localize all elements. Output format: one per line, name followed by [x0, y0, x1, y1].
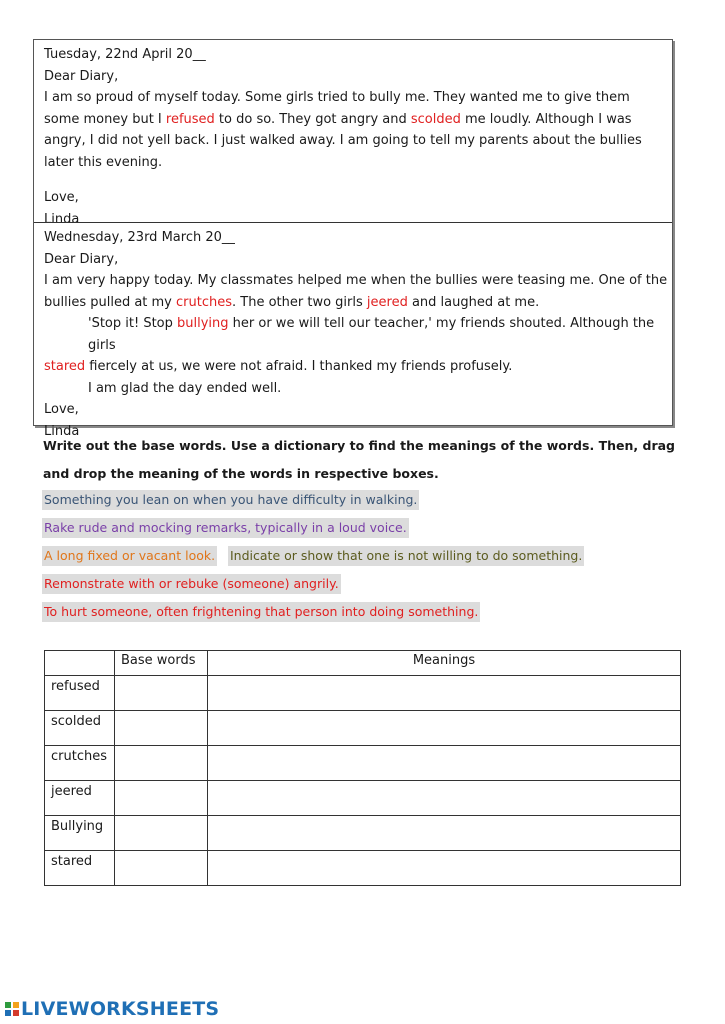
- text-segment: fiercely at us, we were not afraid. I thanked my friends profusely.: [85, 359, 513, 374]
- table-row: [45, 746, 681, 781]
- base-word-input[interactable]: [115, 711, 208, 746]
- text-segment: 'Stop it! Stop: [88, 316, 178, 331]
- meaning-drop-box[interactable]: [208, 711, 681, 746]
- entry-body: [44, 87, 668, 173]
- entry-signature: Linda: [44, 423, 80, 439]
- table-header-row: [45, 651, 681, 676]
- draggable-meaning[interactable]: Remonstrate with or rebuke (someone) angrily.: [42, 574, 341, 594]
- draggable-meaning[interactable]: To hurt someone, often frightening that person into doing something.: [42, 602, 480, 622]
- text-segment: me loudly. Although I was angry, I did not yell back. I just walked away. I am going to tell my parents about the bullies later this evening.: [44, 111, 642, 170]
- meaning-drop-box[interactable]: [208, 676, 681, 711]
- text-segment: I am so proud of myself today. Some girls tried to bully me. They wanted me to give them some money but I: [44, 90, 630, 127]
- draggable-meaning[interactable]: Rake rude and mocking remarks, typically in a loud voice.: [42, 518, 409, 538]
- table-row: [45, 851, 681, 886]
- table-row: [45, 781, 681, 816]
- draggable-meaning[interactable]: A long fixed or vacant look.: [42, 546, 217, 566]
- diary-entry-1: [44, 44, 668, 230]
- highlighted-word: scolded: [410, 111, 461, 127]
- header-cell-meanings: Meanings: [208, 651, 681, 676]
- base-word-input[interactable]: [115, 746, 208, 781]
- liveworksheets-logo-icon: [5, 1002, 19, 1016]
- table-row: [45, 816, 681, 851]
- base-word-input[interactable]: [115, 816, 208, 851]
- highlighted-word: bullying: [177, 316, 229, 331]
- logo-text: LIVEWORKSHEETS: [21, 998, 220, 1020]
- meaning-drop-box[interactable]: [208, 781, 681, 816]
- word-cell: stared: [45, 851, 115, 886]
- entry-closing: Love,: [44, 402, 79, 417]
- base-word-input[interactable]: [115, 676, 208, 711]
- entry-divider: [34, 222, 672, 223]
- text-segment: I am very happy today. My classmates helped me when the bullies were teasing me. One of the bullies pulled at my: [44, 273, 668, 310]
- entry-date: Wednesday, 23rd March 20__: [44, 230, 235, 245]
- diary-box: [33, 39, 673, 439]
- header-cell-blank: [45, 651, 115, 676]
- word-cell: refused: [45, 676, 115, 711]
- entry-paragraph: I am glad the day ended well.: [88, 380, 282, 396]
- word-cell: crutches: [45, 746, 115, 781]
- draggable-meaning[interactable]: Indicate or show that one is not willing to do something.: [228, 546, 584, 566]
- entry-paragraph: [44, 356, 668, 378]
- base-word-input[interactable]: [115, 851, 208, 886]
- text-segment: and laughed at me.: [407, 294, 540, 310]
- entry-greeting: Dear Diary,: [44, 68, 119, 84]
- entry-paragraph: [44, 270, 668, 313]
- word-cell: scolded: [45, 711, 115, 746]
- table-row: [45, 711, 681, 746]
- highlighted-word: jeered: [366, 294, 408, 310]
- answer-table: [44, 650, 681, 886]
- highlighted-word: crutches: [176, 294, 233, 310]
- entry-closing: Love,: [44, 190, 79, 205]
- entry-greeting: Dear Diary,: [44, 251, 119, 267]
- meaning-drop-box[interactable]: [208, 816, 681, 851]
- text-segment: to do so. They got angry and: [214, 111, 411, 127]
- entry-date: Tuesday, 22nd April 20__: [44, 47, 206, 62]
- entry-signature: Linda: [44, 211, 80, 227]
- table-row: [45, 676, 681, 711]
- liveworksheets-logo: [5, 998, 219, 1020]
- word-cell: jeered: [45, 781, 115, 816]
- entry-paragraph: [44, 313, 668, 356]
- highlighted-word: refused: [165, 111, 215, 127]
- base-word-input[interactable]: [115, 781, 208, 816]
- draggable-meaning[interactable]: Something you lean on when you have difficulty in walking.: [42, 490, 419, 510]
- highlighted-word: stared: [44, 359, 86, 374]
- diary-entry-2: [44, 227, 668, 442]
- text-segment: . The other two girls: [232, 294, 367, 310]
- instructions-text: Write out the base words. Use a dictionary to find the meanings of the words. Then, drag and drop the meaning of the words in respective boxes.: [43, 438, 675, 481]
- meaning-drop-box[interactable]: [208, 851, 681, 886]
- header-cell-base-words: Base words: [115, 651, 208, 676]
- word-cell: Bullying: [45, 816, 115, 851]
- text-segment: her or we will tell our teacher,' my friends shouted. Although the girls: [88, 316, 655, 353]
- meaning-drop-box[interactable]: [208, 746, 681, 781]
